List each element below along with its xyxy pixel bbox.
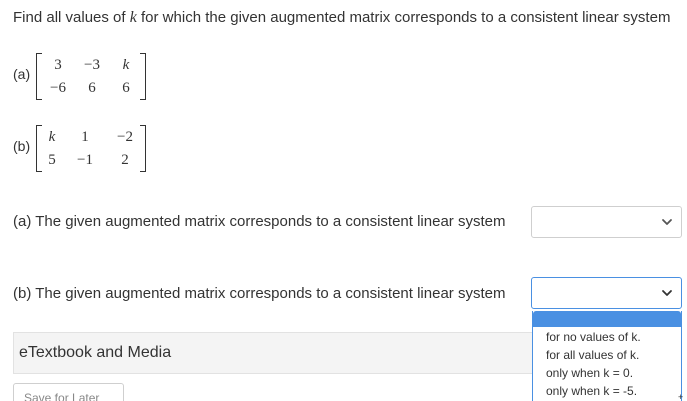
- etextbook-media-bar[interactable]: [13, 332, 535, 374]
- dropdown-option[interactable]: only when k = -5.: [546, 384, 638, 398]
- matrix-a-cell: k: [122, 57, 130, 73]
- matrix-b-cell: k: [48, 129, 56, 145]
- matrix-a-right-bracket: [140, 53, 146, 100]
- chevron-down-icon: [661, 287, 673, 299]
- matrix-b-cell: −1: [77, 152, 93, 168]
- answer-a-select[interactable]: [531, 206, 682, 238]
- matrix-b-cell: 2: [121, 152, 129, 168]
- save-for-later-button[interactable]: Save for Later: [13, 383, 124, 401]
- etextbook-media-label: eTextbook and Media: [19, 344, 172, 361]
- corner-glyph: +: [678, 392, 684, 401]
- answer-a-text: (a) The given augmented matrix corresponds to a consistent linear system: [13, 213, 506, 230]
- question-variable: k: [129, 9, 137, 26]
- matrix-a-cell: 3: [54, 57, 62, 73]
- matrix-b-cell: 1: [81, 129, 89, 145]
- dropdown-highlighted-option[interactable]: [533, 311, 681, 327]
- matrix-a-left-bracket: [36, 53, 42, 100]
- matrix-a-cell: 6: [88, 80, 96, 96]
- part-b-label: (b): [13, 138, 31, 154]
- matrix-a-cell: −3: [84, 57, 100, 73]
- matrix-b-right-bracket: [140, 125, 146, 172]
- dropdown-option[interactable]: for all values of k.: [546, 348, 640, 362]
- question-text-after: for which the given augmented matrix corresponds to a consistent linear system: [136, 9, 671, 26]
- answer-b-text: (b) The given augmented matrix corresponds to a consistent linear system: [13, 285, 506, 302]
- dropdown-option[interactable]: only when k = 0.: [546, 366, 634, 380]
- matrix-b: [36, 125, 146, 172]
- question-text: [13, 9, 670, 27]
- question-text-before: Find all values of: [13, 9, 130, 26]
- matrix-b-cell: −2: [117, 129, 133, 145]
- matrix-a-cell: −6: [50, 80, 66, 96]
- part-a-label: (a): [13, 66, 31, 82]
- dropdown-option[interactable]: for no values of k.: [546, 330, 641, 344]
- answer-b-dropdown-list[interactable]: [532, 311, 682, 401]
- matrix-a-cell: 6: [122, 80, 130, 96]
- matrix-b-cell: 5: [48, 152, 56, 168]
- matrix-a: [36, 53, 146, 100]
- chevron-down-icon: [661, 216, 673, 228]
- answer-b-select[interactable]: [531, 277, 682, 309]
